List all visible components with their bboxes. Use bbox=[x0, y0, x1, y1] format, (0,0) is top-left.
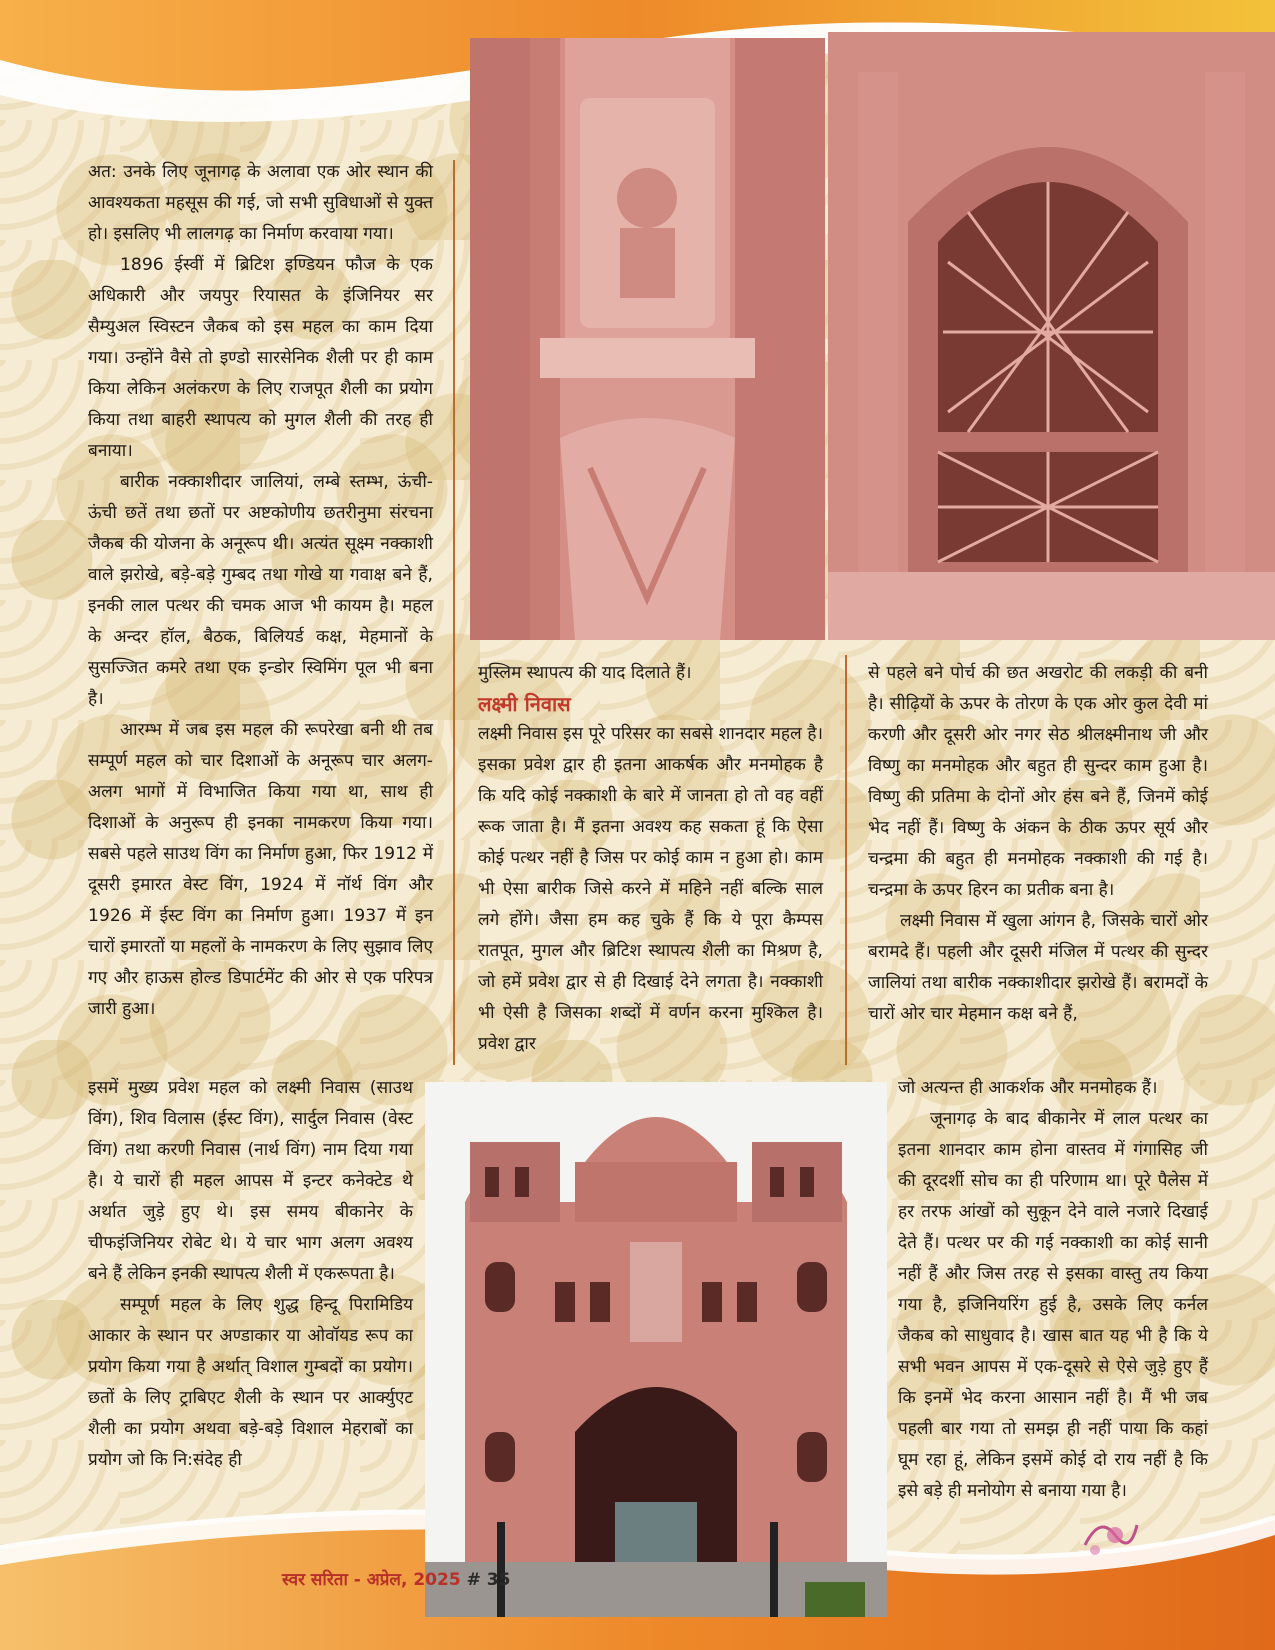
paragraph: 1896 ईस्वीं में ब्रिटिश इण्डियन फौज के एक अधिकारी और जयपुर रियासत के इंजिनियर सर सैम्युअल स्विस्टन जैकब को इस महल का काम दिया गया। उन्होंने वैसे तो इण्डो सारसेनिक शैली पर ही काम किया लेकिन अलंकरण के लिए राजपूत शैली का प्रयोग किया तथा बाहरी स्थापत्य को मुगल शैली की तरह ही बनाया। bbox=[88, 255, 433, 461]
paragraph: से पहले बने पोर्च की छत अखरोट की लकड़ी की बनी है। सीढ़ियों के ऊपर के तोरण के एक ओर कुल देवी मां करणी और दूसरी ओर नगर सेठ श्रीलक्ष्मीनाथ जी और विष्णु का मनमोहक और बहुत ही सुन्दर काम हुआ है। विष्णु की प्रतिमा के दोनों ओर हंस बने हैं, जिनमें कोई भेद नहीं हैं। विष्णु के अंकन के ठीक ऊपर सूर्य और चन्द्रमा की बहुत ही मनमोहक नक्काशी की गई है। चन्द्रमा के ऊपर हिरन का प्रतीक बना है। bbox=[868, 663, 1208, 900]
column-divider-left bbox=[453, 160, 455, 1065]
paragraph: अत: उनके लिए जूनागढ़ के अलावा एक ओर स्थान की आवश्यकता महसूस की गई, जो सभी सुविधाओं से युक्त हो। इसलिए भी लालगढ़ का निर्माण करवाया गया। bbox=[88, 162, 433, 244]
paragraph: मुस्लिम स्थापत्य की याद दिलाते हैं। bbox=[478, 663, 692, 683]
photo-jali-window bbox=[828, 32, 1275, 640]
paragraph: जो अत्यन्त ही आकर्शक और मनमोहक हैं। bbox=[898, 1078, 1158, 1098]
middle-column bbox=[478, 658, 823, 1060]
right-column bbox=[868, 658, 1208, 1030]
left-bottom-column bbox=[88, 1073, 413, 1476]
page-number: # 35 bbox=[466, 1570, 511, 1590]
paragraph: सम्पूर्ण महल के लिए शुद्ध हिन्दू पिरामिडिय आकार के स्थान पर अण्डाकार या ओवॉयड रूप का प्रयोग किया गया है अर्थात् विशाल गुम्बदों का प्रयोग। छतों के लिए ट्राबिएट शैली के स्थान पर आर्क्युएट शैली का प्रयोग अथवा बड़े-बड़े विशाल मेहराबों का प्रयोग जो कि नि:संदेह ही bbox=[88, 1295, 413, 1470]
paragraph: जूनागढ़ के बाद बीकानेर में लाल पत्थर का इतना शानदार काम होना वास्तव में गंगासिह जी की दूरदर्शी सोच का ही परिणाम था। पूरे पैलेस में हर तरफ आंखों को सुकून देने वाले नजारे दिखाई देते हैं। पत्थर पर की गई नक्काशी का कोई सानी नहीं हैं और जिस तरह से इसका वास्तु तय किया गया है, इजिनियरिंग हुई है, उसके लिए कर्नल जैकब को साधुवाद है। खास बात यह भी है कि ये सभी भवन आपस में एक-दूसरे से ऐसे जुड़े हुए हैं कि इनमें भेद करना आसान नहीं है। मैं भी जब पहली बार गया तो समझ ही नहीं पाया कि कहां घूम रहा हूं, लेकिन इसमें कोई दो राय नहीं है कि इसे बड़े ही मनोयोग से बनाया गया है। bbox=[898, 1109, 1208, 1501]
magazine-title: स्वर सरिता - अप्रेल, 2025 bbox=[282, 1570, 461, 1590]
paragraph: लक्ष्मी निवास में खुला आंगन है, जिसके चारों ओर बरामदे हैं। पहली और दूसरी मंजिल में पत्थर की सुन्दर जालियां तथा बारीक नक्काशीदार झरोखे हैं। बरामदों के चारों ओर चार मेहमान कक्ष बने हैं, bbox=[868, 911, 1208, 1024]
photo-lakshmi-niwas-entrance bbox=[425, 1082, 887, 1617]
paragraph: इसमें मुख्य प्रवेश महल को लक्ष्मी निवास (साउथ विंग), शिव विलास (ईस्ट विंग), सार्दुल निवास (वेस्ट विंग) तथा करणी निवास (नार्थ विंग) नाम दिया गया है। ये चारों ही महल आपस में इन्टर कनेक्टेड थे अर्थात जुड़े हुए थे। इस समय बीकानेर के चीफइंजिनियर रोबेट थे। ये चार भाग अलग अवश्य बने हैं लेकिन इनकी स्थापत्य शैली में एकरूपता है। bbox=[88, 1078, 413, 1284]
page-footer bbox=[282, 1567, 510, 1590]
paragraph: आरम्भ में जब इस महल की रूपरेखा बनी थी तब सम्पूर्ण महल को चार दिशाओं के अनूरूप चार अलग-अलग भागों में विभाजित किया गया था, साथ ही दिशाओं के अनुरूप ही इनका नामकरण किया गया। सबसे पहले साउथ विंग का निर्माण हुआ, फिर 1912 में दूसरी इमारत वेस्ट विंग, 1924 में नॉर्थ विंग और 1926 में ईस्ट विंग का निर्माण हुआ। 1937 में इन चारों इमारतों या महलों के नामकरण के लिए सुझाव लिए गए और हाऊस होल्ड डिपार्टमेंट की ओर से एक परिपत्र जारी हुआ। bbox=[88, 720, 433, 1019]
right-bottom-column bbox=[898, 1073, 1208, 1507]
paragraph: बारीक नक्काशीदार जालियां, लम्बे स्तम्भ, ऊंची-ऊंची छतें तथा छतों पर अष्टकोणीय छतरीनुमा संरचना जैकब की योजना के अनूरूप थी। अत्यंत सूक्ष्म नक्काशी वाले झरोखे, बड़े-बड़े गुम्बद तथा गोखे या गवाक्ष बने हैं, इनकी लाल पत्थर की चमक आज भी कायम है। महल के अन्दर हॉल, बैठक, बिलियर्ड कक्ष, मेहमानों के सुसज्जित कमरे तथा एक इन्डोर स्विमिंग पूल भी बना है। bbox=[88, 472, 433, 709]
section-heading-lakshmi-niwas: लक्ष्मी निवास bbox=[478, 692, 571, 716]
photo-carved-pillar bbox=[470, 38, 825, 640]
paragraph: लक्ष्मी निवास इस पूरे परिसर का सबसे शानदार महल है। इसका प्रवेश द्वार ही इतना आकर्षक और मनमोहक है कि यदि कोई नक्काशी के बारे में जानता हो तो वह वहीं रूक जाता है। मैं इतना अवश्य कह सकता हूं कि ऐसा कोई पत्थर नहीं है जिस पर कोई काम न हुआ हो। काम भी ऐसा बारीक जिसे करने में महिने नहीं बल्कि साल लगे होंगे। जैसा हम कह चुके हैं कि ये पूरा कैम्पस रातपूत, मुगल और ब्रिटिश स्थापत्य शैली का मिश्रण है, जो हमें प्रवेश द्वार से ही दिखाई देने लगता है। नक्काशी भी ऐसी है जिसका शब्दों में वर्णन करना मुश्किल है। प्रवेश द्वार bbox=[478, 724, 823, 1054]
left-column bbox=[88, 157, 433, 1025]
floral-flourish-icon bbox=[1075, 1505, 1145, 1565]
column-divider-right bbox=[845, 655, 847, 1065]
